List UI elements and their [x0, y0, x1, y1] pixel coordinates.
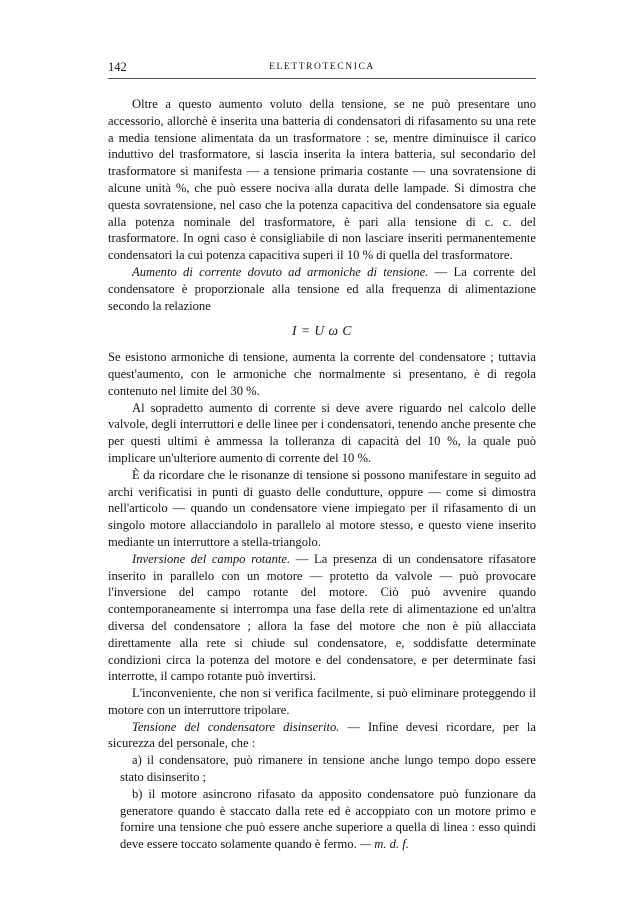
- list-item-a: a) il condensatore, può rimanere in tensione anche lungo tempo dopo essere stato disinserito ;: [120, 753, 536, 785]
- section-heading-harmonics: Aumento di corrente dovuto ad armoniche di tensione.: [132, 264, 429, 279]
- paragraph-harmonic-current: [108, 264, 536, 314]
- paragraph-inconvenience: L'inconveniente, che non si verifica facilmente, si può eliminare proteggendo il motore con un interruttore tripolare.: [108, 686, 536, 717]
- section-heading-disconnected: Tensione del condensatore disinserito.: [132, 719, 340, 734]
- paragraph-field-inversion: [108, 551, 536, 685]
- author-initials: — m. d. f.: [356, 837, 409, 852]
- paragraph-disconnected-voltage: [108, 719, 536, 753]
- paragraph-text: — La presenza di un condensatore rifasatore inserito in parallelo con un motore — protetto da valvole — può provocare l'inversione del campo rotante del motore. Ciò può avvenire quando contemporaneamente si interrompa una fase della rete di alimentazione ed un'altra diversa del condensatore ; allora la fase del motore che non è più allacciata direttamente alla rete si chiude sul condensatore, e, soddisfatte determinate condizioni circa la potenza del motore e del condensatore, e per determinate fasi interrotte, il campo rotante può invertirsi.: [108, 551, 536, 684]
- page-header: [108, 58, 536, 79]
- paragraph-valve-sizing: Al sopradetto aumento di corrente si deve avere riguardo nel calcolo delle valvole, degli interruttori e delle linee per i condensatori, tenendo anche presente che per questi ultimi è ammessa la tolleranza di capacità del 10 %, la quale può implicare un'ulteriore aumento di corrente del 10 %.: [108, 400, 537, 465]
- body-text: [108, 96, 536, 853]
- section-heading-field-inversion: Inversione del campo rotante.: [132, 551, 291, 566]
- list-item-text: b) il motore asincrono rifasato da apposito condensatore può funzionare da generatore quando è staccato dalla rete ed è accoppiato con un motore primo e fornire una tensione che può essere anche superiore a quella di linea : esso quindi deve essere toccato solamente quando è fermo.: [120, 786, 536, 852]
- running-head: ELETTROTECNICA: [269, 62, 375, 72]
- list-item-b: [108, 786, 536, 853]
- paragraph-text: — Infine devesi ricordare, per la sicurezza del personale, che :: [108, 719, 536, 751]
- paragraph-harmonics-limit: Se esistono armoniche di tensione, aumenta la corrente del condensatore ; tuttavia quest'aumento, con le armoniche che normalmente si presentano, è di regola contenuto nel limite del 30 %.: [108, 350, 536, 398]
- formula: I = U ω C: [292, 323, 352, 339]
- paragraph-text: — La corrente del condensatore è proporzionale alla tensione ed alla frequenza di alimentazione secondo la relazione: [108, 264, 536, 313]
- paragraph-resonance: È da ricordare che le risonanze di tensione si possono manifestare in seguito ad archi verificatisi in punti di guasto delle condutture, oppure — come si dimostra nell'articolo — quando un condensatore viene impiegato per il rifasamento di un singolo motore allacciandolo in parallelo al motore stesso, e questo viene inserito mediante un interruttore a stella-triangolo.: [108, 467, 536, 549]
- paragraph-overvoltage: Oltre a questo aumento voluto della tensione, se ne può presentare uno accessorio, allorchè è inserita una batteria di condensatori di rifasamento su una rete a media tensione alimentata da un trasformatore : se, mentre diminuisce il carico induttivo del trasformatore, si lascia inserita la intera batteria, sul secondario del trasformatore si manifesta — a tensione primaria costante — una sovratensione di alcune unità %, che può essere nociva alla durata delle lampade. Si dimostra che questa sovratensione, nel caso che la potenza capacitiva del condensatore sia eguale alla potenza nominale del trasformatore, è pari alla tensione di c. c. del trasformatore. In ogni caso è consigliabile di non lasciare inseriti permanentemente condensatori la cui potenza capacitiva superi il 10 % di quella del trasformatore.: [108, 97, 536, 263]
- page-number: 142: [108, 60, 127, 74]
